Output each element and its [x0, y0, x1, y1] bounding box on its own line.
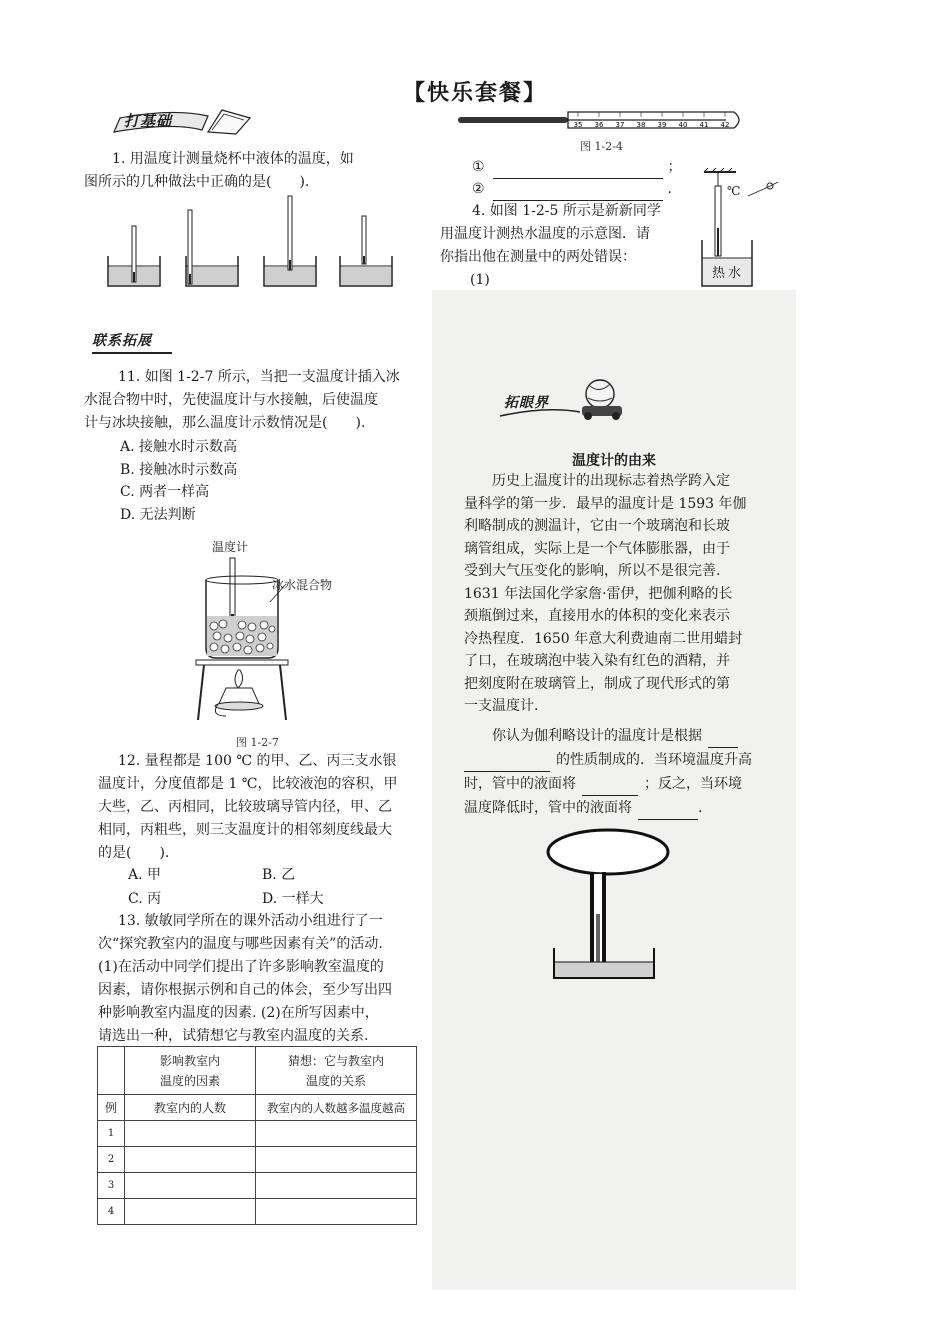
table-input-cell[interactable]	[256, 1173, 417, 1199]
reading-body	[464, 470, 780, 718]
answer-blank[interactable]	[493, 186, 663, 201]
answer-blank[interactable]	[464, 757, 550, 772]
table-cell: 3	[98, 1173, 125, 1199]
table-cell: 4	[98, 1199, 125, 1225]
thermometer-scale-label: 41	[699, 121, 709, 129]
thermometer-scale-label: 35	[573, 121, 583, 129]
reading-question-text: ；反之，当环境	[644, 776, 742, 792]
reading-question	[464, 724, 780, 820]
table-cell: 教室内的人数	[125, 1095, 256, 1121]
table-header-text: 温度的因素	[159, 1073, 220, 1088]
option-d[interactable]: D. 无法判断	[120, 506, 196, 523]
question-12-line: 大些，乙、丙相同，比较玻璃导管内径，甲、乙	[98, 799, 392, 815]
figure-caption-1-2-4: 图 1-2-4	[580, 140, 623, 153]
table-input-cell[interactable]	[256, 1121, 417, 1147]
reading-question-text: 温度降低时，管中的液面将	[464, 800, 632, 816]
question-13-line: 13. 敏敏同学所在的课外活动小组进行了一	[118, 913, 383, 929]
table-row-example	[98, 1095, 417, 1121]
beaker-a	[108, 226, 160, 286]
reading-line: 璃管组成，实际上是一个气体膨胀器，由于	[464, 540, 730, 557]
answer-line-label: ②	[472, 181, 485, 197]
question-11-line: 11. 如图 1-2-7 所示，当把一支温度计插入冰	[118, 369, 400, 385]
question-12-line: 相同，丙粗些，则三支温度计的相邻刻度线最大	[98, 822, 392, 838]
section-title-extension: 联系拓展	[92, 333, 152, 349]
figure-label-ice-water: 冰水混合物	[272, 578, 333, 592]
thermometer-scale-label: 39	[657, 121, 667, 129]
ice-water-figure	[190, 554, 310, 724]
thermometer-scale-label: 40	[678, 121, 688, 129]
thermometer-scale-label: 38	[636, 121, 646, 129]
section-title-horizon: 拓眼界	[504, 395, 549, 411]
question-11-line: 水混合物中时，先使温度计与水接触，后使温度	[84, 392, 378, 408]
option-b[interactable]: B. 乙	[262, 867, 296, 883]
figure-caption-1-2-7: 图 1-2-7	[236, 736, 279, 749]
reading-line: 利略制成的测温计，它由一个玻璃泡和长玻	[464, 518, 730, 534]
question-13-line: 次“探究教室内的温度与哪些因素有关”的活动.	[98, 936, 383, 952]
table-input-cell[interactable]	[125, 1147, 256, 1173]
question-13-line: 请选出一种，试猜想它与教室内温度的关系.	[98, 1028, 369, 1044]
table-row	[98, 1199, 417, 1225]
question-11	[84, 366, 424, 435]
option-c[interactable]: C. 两者一样高	[120, 484, 210, 500]
option-c[interactable]: C. 丙	[128, 891, 162, 907]
question-4-line: 4. 如图 1-2-5 所示是新新同学	[472, 203, 661, 219]
page-title: 【快乐套餐】	[402, 80, 547, 106]
table-input-cell[interactable]	[256, 1199, 417, 1225]
factors-table	[97, 1046, 417, 1225]
answer-line-1: ① ；	[472, 156, 692, 179]
section-badge-extension	[92, 330, 172, 354]
question-13-line: 因素，请你根据示例和自己的体会，至少写出四	[98, 982, 392, 998]
section-title-basics: 打基础	[124, 112, 173, 130]
question-4-line: 你指出他在测量中的两处错误：	[440, 249, 636, 265]
table-header-text: 温度的关系	[305, 1073, 366, 1088]
question-13-line: 种影响教室内温度的因素. (2)在所写因素中，	[98, 1005, 379, 1021]
question-12	[98, 750, 424, 865]
answer-line-label: ①	[472, 159, 485, 175]
answer-blank[interactable]	[708, 733, 738, 748]
thermometer-scale-label: 42	[720, 121, 730, 129]
question-13-line: (1)在活动中同学们提出了许多影响教室温度的	[98, 959, 384, 975]
question-11-options	[120, 436, 237, 526]
section-badge-basics	[112, 104, 252, 136]
question-12-line: 12. 量程都是 100 ℃ 的甲、乙、丙三支水银	[118, 753, 397, 769]
reading-question-text: 时，管中的液面将	[464, 776, 576, 792]
section-badge-horizon	[496, 376, 646, 420]
table-row	[98, 1173, 417, 1199]
hot-water-label: 热水	[712, 266, 745, 281]
answer-line-2: ② .	[472, 178, 692, 201]
reading-line: 一支温度计.	[464, 698, 539, 714]
table-header-text: 影响教室内	[159, 1053, 220, 1068]
reading-question-line	[464, 748, 780, 772]
answer-blank[interactable]	[582, 781, 638, 796]
table-row	[98, 1147, 417, 1173]
question-11-line: 计与冰块接触，那么温度计示数情况是( ).	[84, 415, 366, 431]
reading-question-line	[464, 724, 780, 748]
reading-line: 受到大气压变化的影响，所以不是很完善.	[464, 563, 721, 579]
reading-question-line: 温度降低时，管中的液面将 .	[464, 796, 780, 820]
reading-line: 把刻度附在玻璃管上，制成了现代形式的第	[464, 675, 730, 692]
table-header-cell	[256, 1047, 417, 1095]
table-header-text: 猜想：它与教室内	[287, 1053, 384, 1068]
figure-label-thermometer: 温度计	[212, 540, 249, 554]
question-4-line: 用温度计测热水温度的示意图．请	[440, 226, 650, 242]
table-cell: 例	[98, 1095, 125, 1121]
clinical-thermometer-figure	[456, 110, 746, 136]
table-row	[98, 1121, 417, 1147]
question-4-sub-label: (1)	[470, 272, 490, 288]
table-input-cell[interactable]	[256, 1147, 417, 1173]
table-cell: 1	[98, 1121, 125, 1147]
table-header-row	[98, 1047, 417, 1095]
reading-line: 1631 年法国化学家詹·雷伊，把伽利略的长	[464, 585, 733, 602]
beaker-b	[186, 210, 238, 286]
reading-question-line	[464, 772, 780, 796]
table-input-cell[interactable]	[125, 1173, 256, 1199]
reading-line: 冷热程度．1650 年意大利费迪南二世用蜡封	[464, 630, 743, 647]
thermometer-scale-label: 37	[615, 121, 625, 129]
option-a[interactable]: A. 甲	[128, 867, 162, 883]
question-12-line: 的是( ).	[98, 845, 170, 861]
thermometer-scale-label: 36	[594, 121, 604, 129]
option-a[interactable]: A. 接触水时示数高	[120, 439, 238, 455]
galileo-thermoscope-figure	[540, 828, 680, 984]
option-b[interactable]: B. 接触冰时示数高	[120, 461, 238, 478]
reading-line: 量科学的第一步．最早的温度计是 1593 年伽	[464, 495, 747, 512]
beaker-d	[340, 216, 392, 286]
reading-line: 了口，在玻璃泡中装入染有红色的酒精，并	[464, 653, 730, 669]
reading-question-text: 的性质制成的．当环境温度升高	[556, 752, 752, 768]
question-1-line: 图所示的几种做法中正确的是( ).	[84, 174, 310, 190]
table-input-cell[interactable]	[125, 1121, 256, 1147]
question-12-line: 温度计，分度值都是 1 ℃，比较液泡的容积，甲	[98, 776, 398, 792]
option-d[interactable]: D. 一样大	[262, 891, 324, 907]
question-1-line: 1. 用温度计测量烧杯中液体的温度，如	[112, 151, 354, 167]
reading-line: 颈瓶倒过来，直接用水的体积的变化来表示	[464, 608, 730, 624]
hot-water-unit: ℃	[727, 184, 741, 198]
answer-blank[interactable]	[493, 164, 663, 179]
beaker-c	[264, 196, 316, 286]
question-13	[98, 910, 424, 1048]
question-1	[84, 148, 424, 194]
table-cell: 2	[98, 1147, 125, 1173]
beakers-figure	[100, 190, 420, 290]
table-input-cell[interactable]	[125, 1199, 256, 1225]
table-cell: 教室内的人数越多温度越高	[256, 1095, 417, 1121]
table-header-cell	[98, 1047, 125, 1095]
table-header-cell	[125, 1047, 256, 1095]
reading-question-text: 你认为伽利略设计的温度计是根据	[492, 728, 702, 744]
reading-line: 历史上温度计的出现标志着热学跨入定	[492, 473, 730, 489]
reading-title: 温度计的由来	[572, 453, 656, 469]
answer-blank[interactable]	[638, 805, 698, 820]
